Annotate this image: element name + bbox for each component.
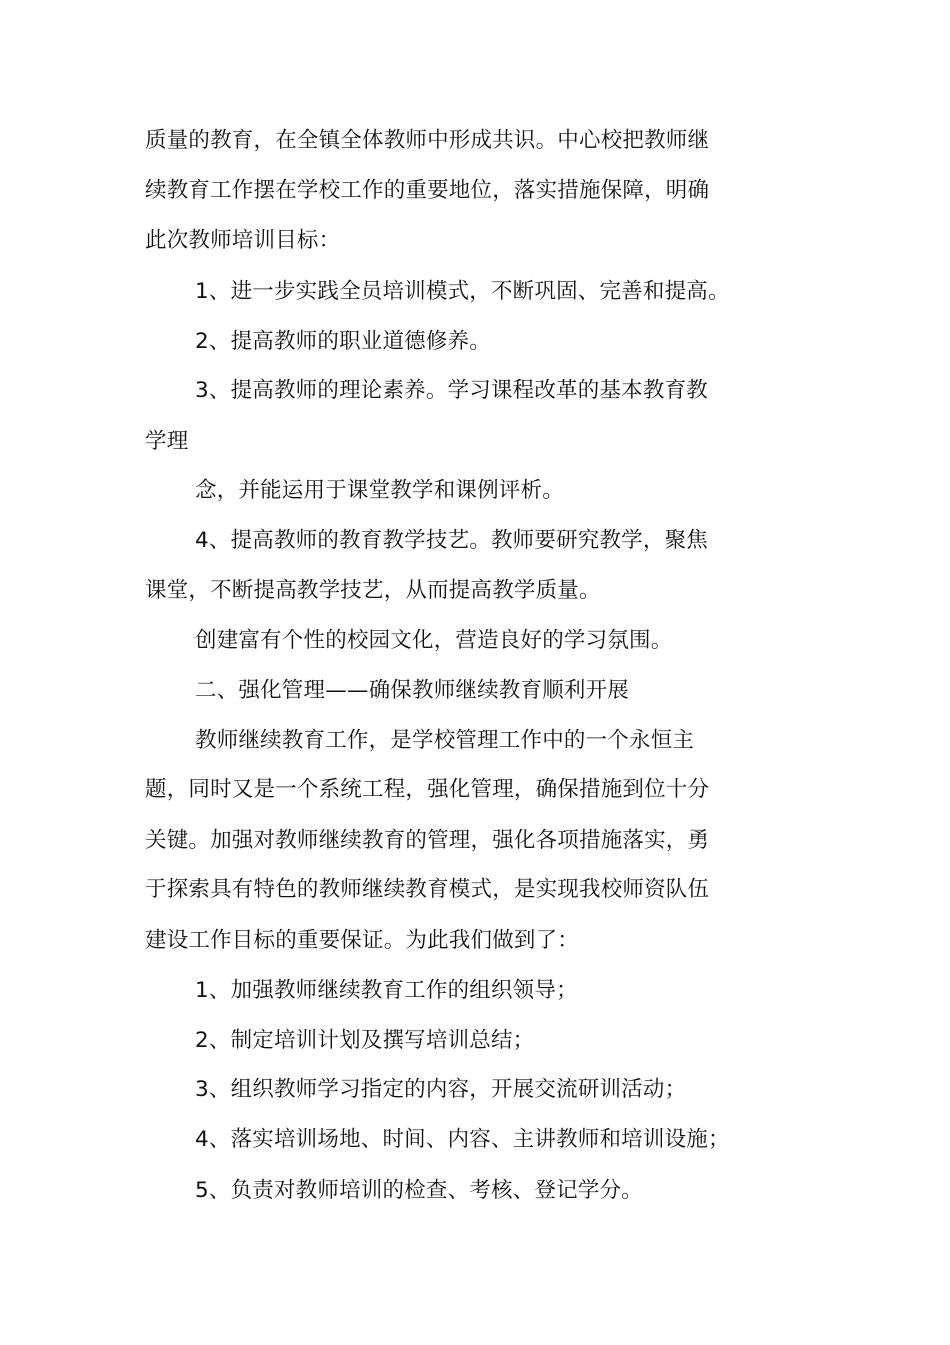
list-item: 4、提高教师的教育教学技艺。教师要研究教学，聚焦 bbox=[195, 528, 708, 553]
list-item: 4、落实培训场地、时间、内容、主讲教师和培训设施； bbox=[195, 1127, 730, 1152]
text-line: 学理 bbox=[145, 429, 189, 454]
text-line: 于探索具有特色的教师继续教育模式，是实现我校师资队伍 bbox=[145, 877, 710, 902]
text-line: 此次教师培训目标： bbox=[145, 228, 341, 253]
paragraph-line: 创建富有个性的校园文化，营造良好的学习氛围。 bbox=[195, 628, 673, 653]
list-item: 3、提高教师的理论素养。学习课程改革的基本教育教 bbox=[195, 378, 708, 403]
text-line: 题，同时又是一个系统工程，强化管理，确保措施到位十分 bbox=[145, 777, 710, 802]
text-line: 课堂，不断提高教学技艺，从而提高教学质量。 bbox=[145, 578, 601, 603]
list-item: 1、加强教师继续教育工作的组织领导； bbox=[195, 978, 578, 1003]
text-line: 续教育工作摆在学校工作的重要地位，落实措施保障，明确 bbox=[145, 178, 710, 203]
text-line: 质量的教育，在全镇全体教师中形成共识。中心校把教师继 bbox=[145, 128, 710, 153]
paragraph-line: 教师继续教育工作，是学校管理工作中的一个永恒主 bbox=[195, 728, 695, 753]
list-item: 2、制定培训计划及撰写培训总结； bbox=[195, 1028, 535, 1053]
list-item: 3、组织教师学习指定的内容，开展交流研训活动； bbox=[195, 1077, 687, 1102]
list-item: 5、负责对教师培训的检查、考核、登记学分。 bbox=[195, 1178, 643, 1203]
section-heading: 二、强化管理——确保教师继续教育顺利开展 bbox=[195, 678, 630, 703]
text-line: 念，并能运用于课堂教学和课例评析。 bbox=[195, 478, 564, 503]
text-line: 建设工作目标的重要保证。为此我们做到了： bbox=[145, 928, 580, 953]
list-item: 2、提高教师的职业道德修养。 bbox=[195, 329, 491, 354]
text-line: 关键。加强对教师继续教育的管理，强化各项措施落实，勇 bbox=[145, 828, 710, 853]
list-item: 1、进一步实践全员培训模式，不断巩固、完善和提高。 bbox=[195, 279, 730, 304]
